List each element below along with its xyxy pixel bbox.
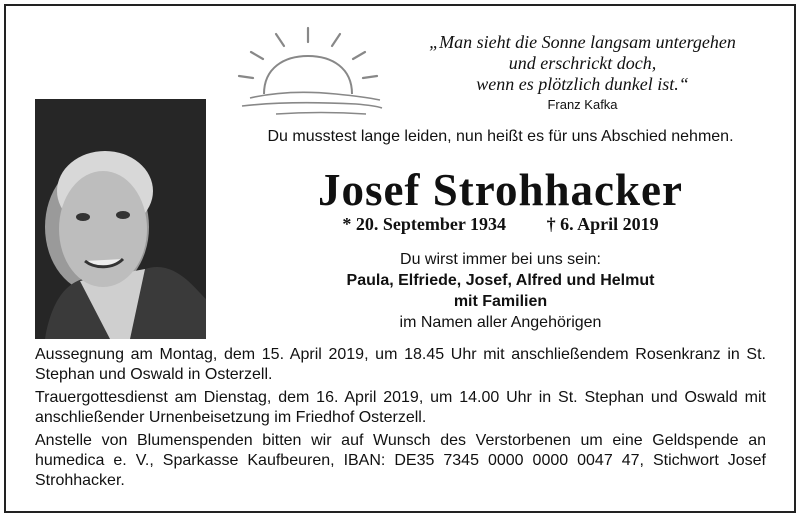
birth-date: * 20. September 1934 <box>342 214 507 234</box>
kafka-quote <box>395 32 770 114</box>
quote-line: und erschrickt doch, <box>508 53 657 73</box>
sunset-icon <box>236 18 386 126</box>
death-date: † 6. April 2019 <box>546 214 659 234</box>
mourners-families: mit Familien <box>453 293 548 310</box>
deceased-name: Josef Strohhacker <box>318 165 683 215</box>
notice-funeral-service: Trauergottesdienst am Dienstag, dem 16. April 2019, um 14.00 Uhr in St. Stephan und Oswald mit anschließender Urnenbeisetzung im Friedhof Osterzell. <box>35 389 766 426</box>
life-dates <box>228 214 773 235</box>
quote-line: „Man sieht die Sonne langsam untergehen <box>429 32 736 52</box>
mourners-intro: Du wirst immer bei uns sein: <box>400 251 601 268</box>
mourners-closing: im Namen aller Angehörigen <box>399 314 602 331</box>
mourners-names: Paula, Elfriede, Josef, Alfred und Helmut <box>346 272 655 289</box>
notice-donation: Anstelle von Blumenspenden bitten wir auf Wunsch des Verstorbenen um eine Geldspende an humedica e. V., Sparkasse Kaufbeuren, IBAN: DE35 7345 0000 0000 0047 47, Stichwort Josef Strohhacker. <box>35 432 766 489</box>
quote-author: Franz Kafka <box>547 97 618 112</box>
service-notices <box>35 345 766 494</box>
mourners-block <box>228 249 773 333</box>
quote-line: wenn es plötzlich dunkel ist.“ <box>476 74 689 94</box>
notice-blessing: Aussegnung am Montag, dem 15. April 2019, um 18.45 Uhr mit anschließendem Rosenkranz in St. Stephan und Oswald in Osterzell. <box>35 346 766 383</box>
farewell-line: Du musstest lange leiden, nun heißt es für uns Abschied nehmen. <box>267 128 734 145</box>
portrait-photo <box>35 99 206 339</box>
